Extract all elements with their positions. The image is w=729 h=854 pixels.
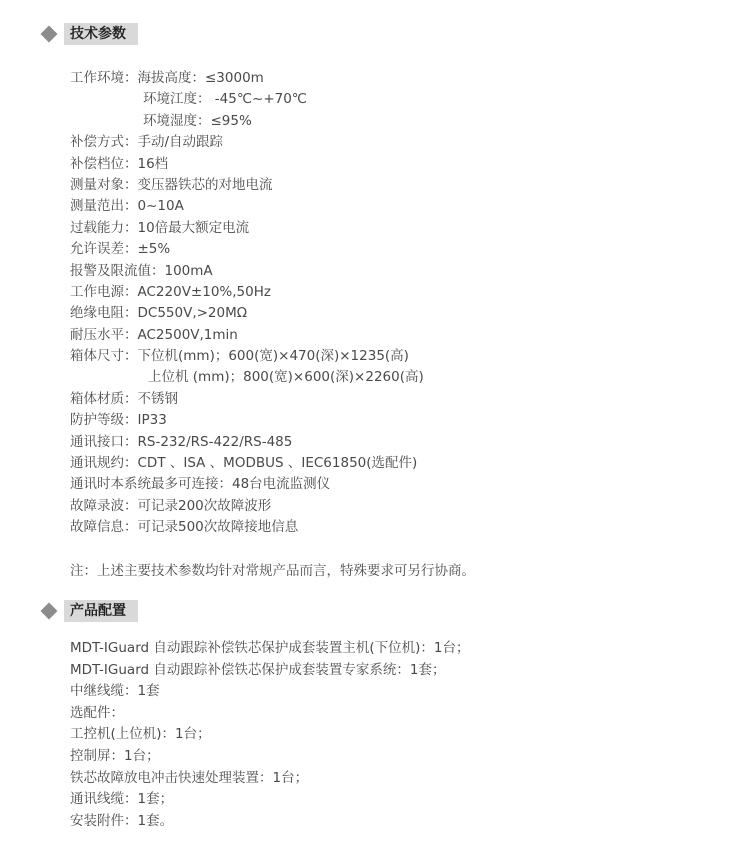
spec-value: 下位机(mm)；600(宽)×470(深)×1235(高) [137,348,409,365]
spec-row [70,410,424,431]
spec-value: AC2500V,1min [137,326,238,343]
spec-label: 耐压水平： [70,326,138,343]
spec-label: 工作环境： [70,70,138,86]
spec-row [70,175,424,196]
spec-value: RS-232/RS-422/RS-485 [137,433,293,450]
diamond-bullet-icon [41,603,58,620]
spec-value: 100mA [164,262,213,279]
spec-row [70,68,424,89]
spec-row [70,432,424,453]
config-item: 通讯线缆：1套； [70,791,174,808]
spec-label: 防护等级： [70,412,138,429]
spec-value: ±5% [137,241,171,258]
spec-label: 通讯规约： [70,455,138,472]
specs-section-header [40,23,138,45]
config-item: 控制屏：1台； [70,747,160,764]
spec-value: DC550V,>20MΩ [137,305,248,322]
config-item: 选配件： [70,704,124,721]
config-item: 工控机(上位机)：1台； [70,726,211,743]
spec-row [70,325,424,346]
spec-label: 通讯时本系统最多可连接： [70,476,232,493]
spec-label: 绝缘电阻： [70,305,138,322]
spec-value: 48台电流监测仪 [232,476,331,493]
spec-row [70,282,424,303]
spec-label: 通讯接口： [70,433,138,450]
spec-row [70,261,424,282]
spec-row [70,303,424,324]
specs-note: 注：上述主要技术参数均针对常规产品而言，特殊要求可另行协商。 [70,563,475,579]
spec-value: CDT 、ISA 、MODBUS 、IEC61850(选配件) [137,455,418,472]
spec-value: 环境湿度：≤95% [143,112,252,129]
spec-label: 允许误差： [70,241,138,258]
config-item: MDT-IGuard 自动跟踪补偿铁芯保护成套装置主机(下位机)：1台； [70,640,470,656]
spec-row [70,111,424,132]
spec-label: 故障信息： [70,519,138,536]
spec-row [70,346,424,367]
spec-row [70,453,424,474]
config-section-header [40,600,138,622]
spec-value: 16档 [137,155,169,172]
spec-label: 工作电源： [70,283,138,300]
spec-value: 手动/自动跟踪 [137,134,224,151]
spec-row [70,218,424,239]
spec-value: 变压器铁芯的对地电流 [137,176,273,193]
config-section-title: 产品配置 [64,600,138,622]
config-list [70,638,470,832]
spec-value: 可记录500次故障接地信息 [137,519,299,536]
spec-row [70,517,424,538]
spec-value: 海拔高度：≤3000m [137,70,264,86]
spec-row [70,496,424,517]
config-item: 铁芯故障放电冲击快速处理装置：1台； [70,769,309,786]
spec-value: 上位机 (mm)；800(宽)×600(深)×2260(高) [148,369,424,386]
spec-row [70,154,424,175]
spec-list [70,68,424,539]
spec-value: 环境江度： -45℃~+70℃ [143,91,307,108]
spec-value: 10倍最大额定电流 [137,219,250,236]
spec-label: 测量范出： [70,198,138,215]
spec-value: IP33 [137,412,167,429]
spec-label: 补偿方式： [70,134,138,151]
spec-row [70,367,424,388]
diamond-bullet-icon [41,26,58,43]
spec-value: 不锈钢 [137,390,178,407]
spec-label: 过载能力： [70,219,138,236]
spec-row [70,239,424,260]
spec-row [70,474,424,495]
spec-row [70,89,424,110]
spec-label: 箱体材质： [70,390,138,407]
spec-row [70,132,424,153]
spec-label: 补偿档位： [70,155,138,172]
spec-value: 可记录200次故障波形 [137,497,272,514]
spec-value: AC220V±10%,50Hz [137,283,271,300]
config-item: 安装附件：1套。 [70,812,174,829]
spec-value: 0~10A [137,198,184,215]
config-item: 中继线缆：1套 [70,683,160,700]
specs-section-title: 技术参数 [64,23,138,45]
spec-row [70,196,424,217]
spec-label: 报警及限流值： [70,262,165,279]
spec-row [70,389,424,410]
spec-label: 测量对象： [70,176,138,193]
spec-label: 故障录波： [70,497,138,514]
config-item: MDT-IGuard 自动跟踪补偿铁芯保护成套装置专家系统：1套； [70,661,446,678]
spec-label: 箱体尺寸： [70,348,138,365]
